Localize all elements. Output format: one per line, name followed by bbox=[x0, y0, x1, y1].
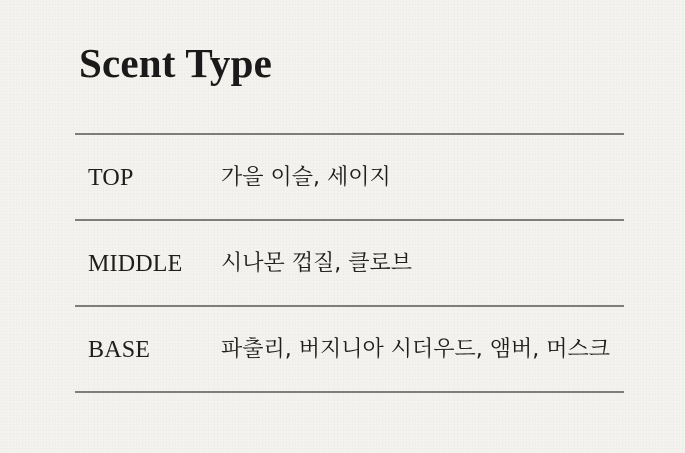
row-notes-top: 가을 이슬, 세이지 bbox=[221, 165, 391, 190]
row-notes-middle: 시나몬 껍질, 클로브 bbox=[221, 251, 412, 276]
divider-bottom bbox=[75, 391, 624, 393]
scent-row-base bbox=[75, 307, 624, 391]
scent-row-middle bbox=[75, 221, 624, 305]
row-notes-base: 파출리, 버지니아 시더우드, 앰버, 머스크 bbox=[221, 337, 610, 362]
scent-notes-table bbox=[75, 133, 624, 393]
row-label-top: TOP bbox=[88, 165, 134, 191]
row-label-middle: MIDDLE bbox=[88, 251, 183, 277]
page-title: Scent Type bbox=[79, 40, 272, 86]
row-label-base: BASE bbox=[88, 337, 151, 363]
scent-row-top bbox=[75, 135, 624, 219]
